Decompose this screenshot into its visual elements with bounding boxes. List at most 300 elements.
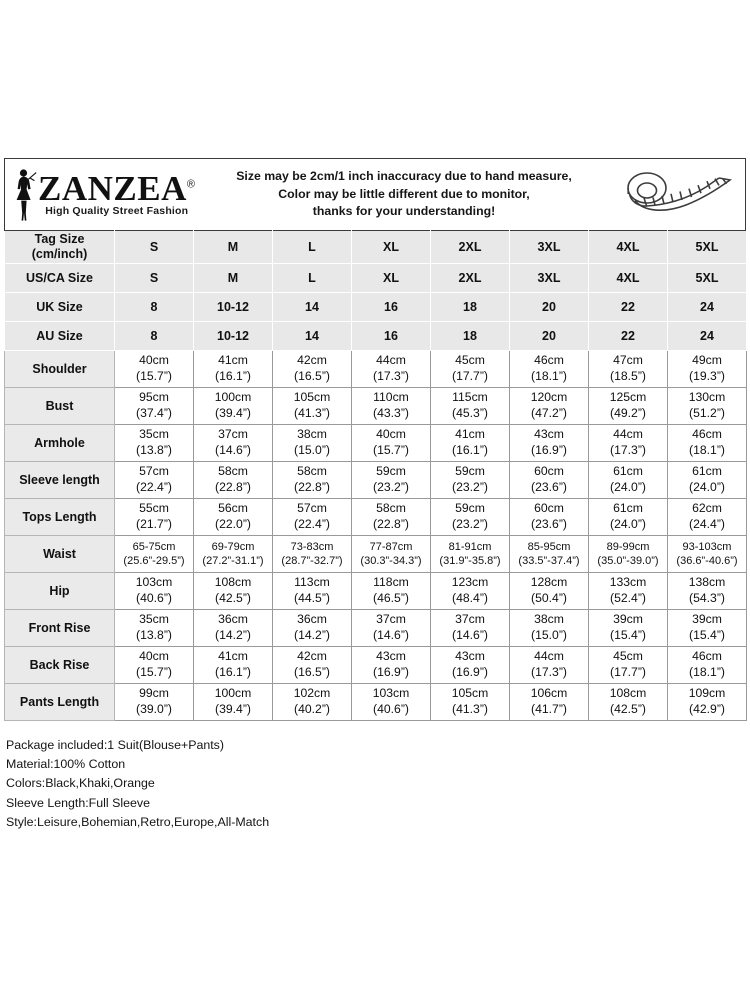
measurement-cm: 59cm [455, 501, 485, 516]
measurement-cell [273, 647, 352, 684]
measurement-cm: 105cm [451, 686, 489, 701]
measurement-cm: 89-99cm [606, 540, 650, 553]
measurement-inch: (18.1”) [531, 369, 567, 383]
measurement-inch: (37.4”) [136, 406, 172, 420]
measurement-cell [510, 462, 589, 499]
measurement-inch: (14.6”) [215, 443, 251, 457]
measurement-inch: (23.2”) [452, 480, 488, 494]
header-cell: 10-12 [194, 322, 273, 351]
header-cell: 10-12 [194, 293, 273, 322]
measurement-cell [668, 536, 747, 573]
measurement-cm: 106cm [530, 686, 568, 701]
measurement-cell [352, 647, 431, 684]
row-label: Pants Length [5, 684, 115, 721]
measurement-cell [273, 351, 352, 388]
measurement-cm: 61cm [613, 464, 643, 479]
measurement-inch: (16.1”) [215, 665, 251, 679]
header-cell: 18 [431, 322, 510, 351]
measurement-inch: (16.5”) [294, 665, 330, 679]
measurement-cell [589, 536, 668, 573]
measurement-inch: (15.7”) [136, 369, 172, 383]
detail-material: Material:100% Cotton [6, 757, 126, 772]
measurement-cm: 41cm [218, 353, 248, 368]
measurement-inch: (23.6”) [531, 517, 567, 531]
measurement-cell [589, 499, 668, 536]
measurement-inch: (41.3”) [452, 702, 488, 716]
header-cell: XL [352, 264, 431, 293]
header-cell: 2XL [431, 264, 510, 293]
measurement-inch: (13.8”) [136, 443, 172, 457]
measurement-cm: 44cm [376, 353, 406, 368]
measurement-cm: 46cm [692, 649, 722, 664]
measurement-cm: 35cm [139, 427, 169, 442]
measurement-cell [352, 351, 431, 388]
measurement-cell [668, 351, 747, 388]
row-label: Bust [5, 388, 115, 425]
measurement-inch: (15.7”) [373, 443, 409, 457]
measurement-cm: 44cm [534, 649, 564, 664]
header-cell: 14 [273, 322, 352, 351]
row-label: Armhole [5, 425, 115, 462]
measurement-cell [431, 684, 510, 721]
measurement-inch: (18.1”) [689, 443, 725, 457]
header-cell: 22 [589, 293, 668, 322]
header-cell: 5XL [668, 264, 747, 293]
measurement-cm: 103cm [372, 686, 410, 701]
measurement-inch: (39.4”) [215, 702, 251, 716]
row-label [5, 231, 115, 264]
measurement-inch: (46.5”) [373, 591, 409, 605]
table-header-row [5, 322, 747, 351]
measurement-cell [589, 425, 668, 462]
measurement-inch: (35.0”-39.0”) [597, 555, 659, 567]
measurement-cell [668, 388, 747, 425]
measurement-inch: (24.0”) [610, 480, 646, 494]
measurement-cell [431, 647, 510, 684]
measurement-cm: 59cm [455, 464, 485, 479]
measurement-inch: (33.5”-37.4”) [518, 555, 580, 567]
measurement-inch: (16.1”) [215, 369, 251, 383]
measurement-cm: 105cm [293, 390, 331, 405]
measurement-cell [273, 425, 352, 462]
measurement-cell [510, 499, 589, 536]
measurement-cm: 43cm [455, 649, 485, 664]
measurement-inch: (54.3”) [689, 591, 725, 605]
measurement-cm: 41cm [455, 427, 485, 442]
measurement-cell [510, 536, 589, 573]
row-label: Tops Length [5, 499, 115, 536]
measurement-cell [273, 536, 352, 573]
measurement-inch: (41.3”) [294, 406, 330, 420]
measurement-inch: (39.0”) [136, 702, 172, 716]
measurement-inch: (15.4”) [689, 628, 725, 642]
row-label-line-2: (cm/inch) [31, 247, 88, 261]
measurement-cm: 39cm [613, 612, 643, 627]
row-label-line-1: Tag Size [34, 232, 85, 247]
measurement-cm: 43cm [534, 427, 564, 442]
measurement-cm: 40cm [139, 649, 169, 664]
measurement-cell [115, 684, 194, 721]
measurement-cell [352, 388, 431, 425]
measurement-inch: (23.6”) [531, 480, 567, 494]
size-chart-table [4, 230, 747, 721]
measurement-inch: (17.3”) [531, 665, 567, 679]
measurement-cell [352, 536, 431, 573]
measurement-inch: (50.4”) [531, 591, 567, 605]
measurement-cell [668, 573, 747, 610]
measurement-cell [115, 573, 194, 610]
measurement-notice [195, 168, 613, 221]
measurement-cm: 100cm [214, 686, 252, 701]
measurement-cm: 36cm [218, 612, 248, 627]
measurement-cell [589, 684, 668, 721]
measurement-cm: 77-87cm [369, 540, 413, 553]
measurement-inch: (16.9”) [452, 665, 488, 679]
measurement-cell [510, 388, 589, 425]
measurement-inch: (40.6”) [373, 702, 409, 716]
measurement-cm: 109cm [688, 686, 726, 701]
measurement-cell [352, 462, 431, 499]
measurement-inch: (42.5”) [215, 591, 251, 605]
measurement-cell [115, 388, 194, 425]
registered-mark-icon: ® [186, 178, 196, 191]
row-label: AU Size [5, 322, 115, 351]
measurement-cell [194, 388, 273, 425]
measurement-cell [668, 462, 747, 499]
measurement-cm: 100cm [214, 390, 252, 405]
table-row [5, 573, 747, 610]
header-cell: 18 [431, 293, 510, 322]
measurement-cm: 69-79cm [211, 540, 255, 553]
measurement-cm: 37cm [376, 612, 406, 627]
measurement-cell [668, 647, 747, 684]
measurement-cell [589, 610, 668, 647]
row-label: Shoulder [5, 351, 115, 388]
measurement-inch: (36.6”-40.6”) [676, 555, 738, 567]
row-label: US/CA Size [5, 264, 115, 293]
measurement-cm: 61cm [613, 501, 643, 516]
measurement-cell [668, 684, 747, 721]
measurement-cell [510, 684, 589, 721]
measurement-inch: (16.5”) [294, 369, 330, 383]
measurement-cm: 93-103cm [682, 540, 732, 553]
measurement-cm: 58cm [218, 464, 248, 479]
table-header-row [5, 264, 747, 293]
measurement-cm: 118cm [373, 575, 409, 590]
measurement-cell [115, 647, 194, 684]
header-cell: S [115, 231, 194, 264]
measurement-cm: 60cm [534, 464, 564, 479]
measurement-inch: (22.8”) [215, 480, 251, 494]
measurement-cm: 58cm [376, 501, 406, 516]
table-row [5, 684, 747, 721]
row-label: Front Rise [5, 610, 115, 647]
notice-line-3: thanks for your understanding! [312, 204, 496, 219]
header-cell: 4XL [589, 231, 668, 264]
measurement-inch: (22.0”) [215, 517, 251, 531]
measurement-cell [352, 610, 431, 647]
header-cell: 8 [115, 293, 194, 322]
header-cell: 2XL [431, 231, 510, 264]
measurement-cm: 44cm [613, 427, 643, 442]
measurement-cm: 65-75cm [132, 540, 176, 553]
measurement-cell [273, 388, 352, 425]
measurement-cell [115, 499, 194, 536]
header-cell: 5XL [668, 231, 747, 264]
measurement-cm: 41cm [218, 649, 248, 664]
header-cell: 4XL [589, 264, 668, 293]
measurement-cell [668, 499, 747, 536]
measurement-inch: (28.7”-32.7”) [281, 555, 343, 567]
table-header-row [5, 293, 747, 322]
measurement-inch: (51.2”) [689, 406, 725, 420]
table-row [5, 425, 747, 462]
measurement-inch: (44.5”) [294, 591, 330, 605]
measurement-cm: 37cm [455, 612, 485, 627]
tape-illustration [613, 159, 745, 230]
measurement-cm: 115cm [452, 390, 488, 405]
table-header-row [5, 231, 747, 264]
measurement-cm: 108cm [609, 686, 647, 701]
measurement-inch: (52.4”) [610, 591, 646, 605]
measurement-inch: (15.7”) [136, 665, 172, 679]
measurement-cell [194, 647, 273, 684]
measurement-inch: (18.1”) [689, 665, 725, 679]
measurement-cell [115, 351, 194, 388]
measurement-inch: (40.6”) [136, 591, 172, 605]
measurement-inch: (22.8”) [373, 517, 409, 531]
detail-style: Style:Leisure,Bohemian,Retro,Europe,All-Match [6, 814, 270, 829]
row-label: Waist [5, 536, 115, 573]
measurement-cell [431, 573, 510, 610]
measurement-cell [510, 610, 589, 647]
measurement-cell [510, 647, 589, 684]
measurement-cm: 37cm [218, 427, 248, 442]
table-row [5, 647, 747, 684]
measurement-cm: 95cm [139, 390, 169, 405]
measurement-cm: 138cm [688, 575, 726, 590]
measurement-cm: 108cm [214, 575, 252, 590]
measurement-inch: (47.2”) [531, 406, 567, 420]
measurement-cell [431, 462, 510, 499]
measurement-inch: (17.7”) [452, 369, 488, 383]
measurement-cell [510, 573, 589, 610]
measurement-cm: 55cm [139, 501, 169, 516]
header-cell: XL [352, 231, 431, 264]
measurement-inch: (17.7”) [610, 665, 646, 679]
header-cell: 16 [352, 293, 431, 322]
measurement-cm: 39cm [692, 612, 722, 627]
brand-wordmark [38, 169, 196, 209]
detail-sleeve-length: Sleeve Length:Full Sleeve [6, 795, 150, 810]
measurement-cm: 57cm [297, 501, 327, 516]
measurement-inch: (24.4”) [689, 517, 725, 531]
measurement-cell [352, 499, 431, 536]
woman-silhouette-icon [11, 167, 37, 223]
measurement-cell [273, 499, 352, 536]
measurement-cm: 45cm [613, 649, 643, 664]
measurement-cm: 42cm [297, 353, 327, 368]
measurement-inch: (22.4”) [136, 480, 172, 494]
table-row [5, 351, 747, 388]
measurement-inch: (16.9”) [373, 665, 409, 679]
measurement-inch: (22.4”) [294, 517, 330, 531]
measurement-cm: 40cm [376, 427, 406, 442]
measurement-inch: (14.2”) [215, 628, 251, 642]
measurement-cm: 59cm [376, 464, 406, 479]
measurement-cell [273, 573, 352, 610]
measurement-cm: 46cm [534, 353, 564, 368]
measurement-cm: 42cm [297, 649, 327, 664]
measurement-cm: 62cm [692, 501, 722, 516]
measurement-cell [194, 684, 273, 721]
measurement-cm: 133cm [609, 575, 647, 590]
measurement-cm: 128cm [530, 575, 568, 590]
measurement-cm: 35cm [139, 612, 169, 627]
measurement-inch: (27.2”-31.1”) [202, 555, 264, 567]
measurement-cell [194, 610, 273, 647]
measurement-cm: 38cm [534, 612, 564, 627]
measurement-cm: 103cm [135, 575, 173, 590]
notice-line-1: Size may be 2cm/1 inch inaccuracy due to hand measure, [236, 168, 572, 183]
measurement-inch: (15.0”) [531, 628, 567, 642]
measurement-inch: (17.3”) [373, 369, 409, 383]
measurement-cm: 61cm [692, 464, 722, 479]
measurement-cm: 40cm [139, 353, 169, 368]
measurement-inch: (23.2”) [452, 517, 488, 531]
measurement-cell [431, 610, 510, 647]
measurement-cell [431, 499, 510, 536]
measurement-inch: (21.7”) [136, 517, 172, 531]
measuring-tape-icon [620, 167, 738, 223]
header-cell: 20 [510, 322, 589, 351]
header-cell: 14 [273, 293, 352, 322]
measurement-cm: 57cm [139, 464, 169, 479]
table-row [5, 536, 747, 573]
measurement-cell [589, 573, 668, 610]
measurement-cell [115, 610, 194, 647]
measurement-inch: (42.5”) [610, 702, 646, 716]
measurement-cm: 99cm [139, 686, 169, 701]
measurement-cm: 49cm [692, 353, 722, 368]
product-details [6, 736, 606, 832]
measurement-inch: (22.8”) [294, 480, 330, 494]
measurement-inch: (19.3”) [689, 369, 725, 383]
measurement-inch: (14.2”) [294, 628, 330, 642]
measurement-cm: 130cm [688, 390, 726, 405]
measurement-cm: 45cm [455, 353, 485, 368]
measurement-cell [431, 425, 510, 462]
measurement-cm: 81-91cm [448, 540, 492, 553]
measurement-cell [668, 425, 747, 462]
header-cell: 20 [510, 293, 589, 322]
brand-logo [5, 159, 195, 230]
measurement-cm: 47cm [613, 353, 643, 368]
measurement-cm: 110cm [373, 390, 409, 405]
measurement-inch: (18.5”) [610, 369, 646, 383]
measurement-cell [115, 425, 194, 462]
header-cell: 3XL [510, 231, 589, 264]
measurement-cell [510, 351, 589, 388]
header-cell: 3XL [510, 264, 589, 293]
measurement-cell [273, 684, 352, 721]
measurement-cell [273, 610, 352, 647]
header-cell: S [115, 264, 194, 293]
measurement-cell [431, 536, 510, 573]
chart-header-band [4, 158, 746, 230]
header-cell: L [273, 264, 352, 293]
measurement-cm: 123cm [451, 575, 489, 590]
measurement-inch: (15.4”) [610, 628, 646, 642]
measurement-inch: (48.4”) [452, 591, 488, 605]
measurement-inch: (31.9”-35.8”) [439, 555, 501, 567]
header-cell: 24 [668, 322, 747, 351]
header-cell: 8 [115, 322, 194, 351]
header-cell: L [273, 231, 352, 264]
measurement-inch: (39.4”) [215, 406, 251, 420]
header-cell: M [194, 231, 273, 264]
measurement-inch: (16.1”) [452, 443, 488, 457]
measurement-cell [194, 536, 273, 573]
row-label: Back Rise [5, 647, 115, 684]
measurement-cm: 38cm [297, 427, 327, 442]
measurement-cell [589, 388, 668, 425]
detail-colors: Colors:Black,Khaki,Orange [6, 776, 155, 791]
measurement-inch: (17.3”) [610, 443, 646, 457]
measurement-cell [431, 388, 510, 425]
measurement-cell [194, 351, 273, 388]
row-label: UK Size [5, 293, 115, 322]
measurement-inch: (45.3”) [452, 406, 488, 420]
measurement-inch: (49.2”) [610, 406, 646, 420]
measurement-inch: (15.0”) [294, 443, 330, 457]
measurement-cell [115, 462, 194, 499]
measurement-cm: 73-83cm [290, 540, 334, 553]
measurement-cell [352, 425, 431, 462]
measurement-cm: 113cm [294, 575, 330, 590]
measurement-inch: (25.6”-29.5”) [123, 555, 185, 567]
brand-tagline: High Quality Street Fashion [45, 205, 189, 218]
measurement-cell [352, 684, 431, 721]
measurement-cell [194, 425, 273, 462]
table-row [5, 499, 747, 536]
measurement-inch: (43.3”) [373, 406, 409, 420]
measurement-inch: (14.6”) [452, 628, 488, 642]
measurement-cm: 36cm [297, 612, 327, 627]
measurement-cm: 85-95cm [527, 540, 571, 553]
measurement-cell [115, 536, 194, 573]
measurement-cm: 120cm [530, 390, 568, 405]
header-cell: 16 [352, 322, 431, 351]
measurement-inch: (41.7”) [531, 702, 567, 716]
measurement-inch: (16.9”) [531, 443, 567, 457]
table-row [5, 610, 747, 647]
measurement-cell [273, 462, 352, 499]
measurement-inch: (40.2”) [294, 702, 330, 716]
brand-name: ZANZEA [38, 169, 187, 209]
table-row [5, 462, 747, 499]
measurement-cell [194, 462, 273, 499]
measurement-cell [589, 462, 668, 499]
header-cell: 24 [668, 293, 747, 322]
measurement-cm: 46cm [692, 427, 722, 442]
measurement-cm: 125cm [609, 390, 647, 405]
notice-line-2: Color may be little different due to monitor, [278, 186, 530, 201]
measurement-inch: (23.2”) [373, 480, 409, 494]
detail-package: Package included:1 Suit(Blouse+Pants) [6, 738, 225, 752]
measurement-cell [589, 351, 668, 388]
measurement-cell [194, 573, 273, 610]
